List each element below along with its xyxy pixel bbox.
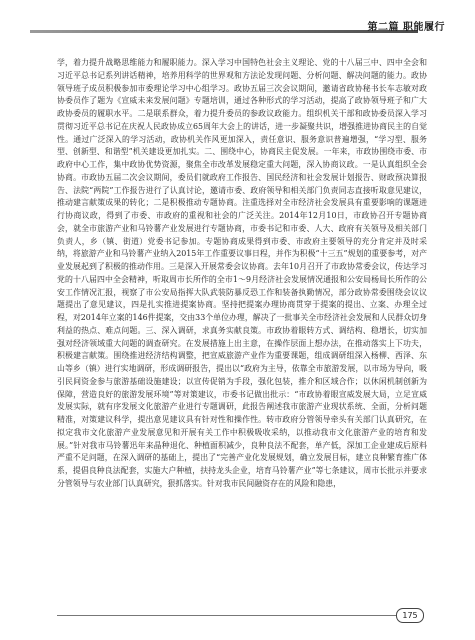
running-header (0, 18, 475, 46)
header-rule (30, 30, 418, 33)
footer-rule (57, 615, 396, 616)
page-number: 175 (396, 608, 424, 623)
body-paragraph: 学，着力提升战略思维能力和履职能力。深入学习中国特色社会主义理论、党的十八届三中、四中全会和习近平总书记系列讲话精神，培养用科学的世界观和方法论发现问题、分析问题、解决问题的能力。政协领导班子成员积极参加市委理论学习中心组学习。政协五届三次会议期间，邀请省政协秘书长车志敏对政协委员作了题为《宣威未来发展问题》专题培训，通过各种形式的学习活动，提高了政协领导班子和广大政协委员的履职水平。二是联系群众，着力提升委员的参政议政能力。组织机关干部和政协委员深入学习贯彻习近平总书记在庆祝人民政协成立65周年大会上的讲话，进一步凝聚共识，增强推进协商民主的自觉性。通过广泛深入的学习活动，政协机关作风更加深入，责任意识、服务意识普遍增强，“学习型、服务型、创新型、和谐型”机关建设更加扎实。二、围绕中心，协商民主促发展。一年来，市政协围绕市委、市政府中心工作，集中政协优势资源，聚焦全市改革发展稳定重大问题，深入协商议政。一是认真组织全会协商。市政协五届二次会议期间，委员们就政府工作报告、国民经济和社会发展计划报告、财政预决算报告、法院“两院”工作报告进行了认真讨论，邀请市委、政府领导和相关部门负责同志直接听取意见建议，推动建言献策成果的转化；二是积极推动专题协商。注重选择对全市经济社会发展具有重要影响的课题进行协商议政，得到了市委、市政府的重视和社会的广泛关注。2014年12月10日，市政协召开专题协商会，就全市旅游产业和马铃薯产业发展进行专题协商，市委书记和市委、人大、政府有关领导及相关部门负责人，乡（镇、街道）党委书记参加。专题协商成果得到市委、市政府主要领导的充分肯定并及时采纳，将旅游产业和马铃薯产业纳入2015年工作重要议事日程，并作为积极“十三五”规划的重要参考，对产业发展起到了积极的推动作用。三是深入开展常委会议协商。去年10月召开了市政协常委会议，传达学习党的十八届四中全会精神，听取周市长所作的全市1～9月经济社会发展情况通报和公安局杨局长所作的公安工作情况汇报，视察了市公安局指挥大队武装防暴反恐工作和装备执勤情况，部分政协常委围绕会议议题提出了意见建议，四是扎实推进提案协商。坚持把提案办理协商贯穿于提案的提出、立案、办理全过程，对2014年立案的146件提案，交由33个单位办理，解决了一批事关全市经济社会发展和人民群众切身利益的热点、难点问题。三、深入调研，求真务实献良策。市政协着眼转方式、调结构、稳增长，切实加强对经济领域重大问题的调查研究。在发展措施上出主意，在操作层面上想办法，在推动落实上下功夫，积极建言献策。围绕推进经济结构调整，把宣威旅游产业作为重要课题，组成调研组深入杨柳、西泽、东山等乡（镇）进行实地调研，形成调研报告，提出以“政府为主导，依靠全市旅游发展，以市场为导向，吸引民间资金参与旅游基础设施建设；以宣传促销为手段，强化包装，推介和区域合作；以休闲机制创新为保障，营造良好的旅游发展环境”等对策建议，市委书记做出批示：“市政协着眼宣威发展大局，立足宣威发展实际，就有序发展文化旅游产业进行专题调研，此报告阐述我市旅游产业现状系统、全面，分析问题精准，对策建议科学，提出意见建议具有针对性和操作性。转市政府分管领导牵头有关部门认真研究，在拟定我市文化旅游产业发展意见和开展有关工作中积极吸收采纳，以推动我市文化旅游产业的培育和发展。”针对我市马铃薯迅年来晶种退化、种植面积减少，良种良法不配套，单产低，深加工企业建成后原料严重不足问题，在深入调研的基础上，提出了“完善产业化发展规划，确立发展目标，建立良种繁育推广体系，提倡良种良法配套，实施大户种植，扶持龙头企业，培育马铃薯产业”等七条建议，周市长批示并要求分管领导与农业部门认真研究，狠抓落实。针对我市民间融资存在的风险和隐患， (57, 58, 427, 488)
body-text (57, 57, 427, 597)
chapter-title: 第二篇 职能履行 (367, 22, 445, 33)
